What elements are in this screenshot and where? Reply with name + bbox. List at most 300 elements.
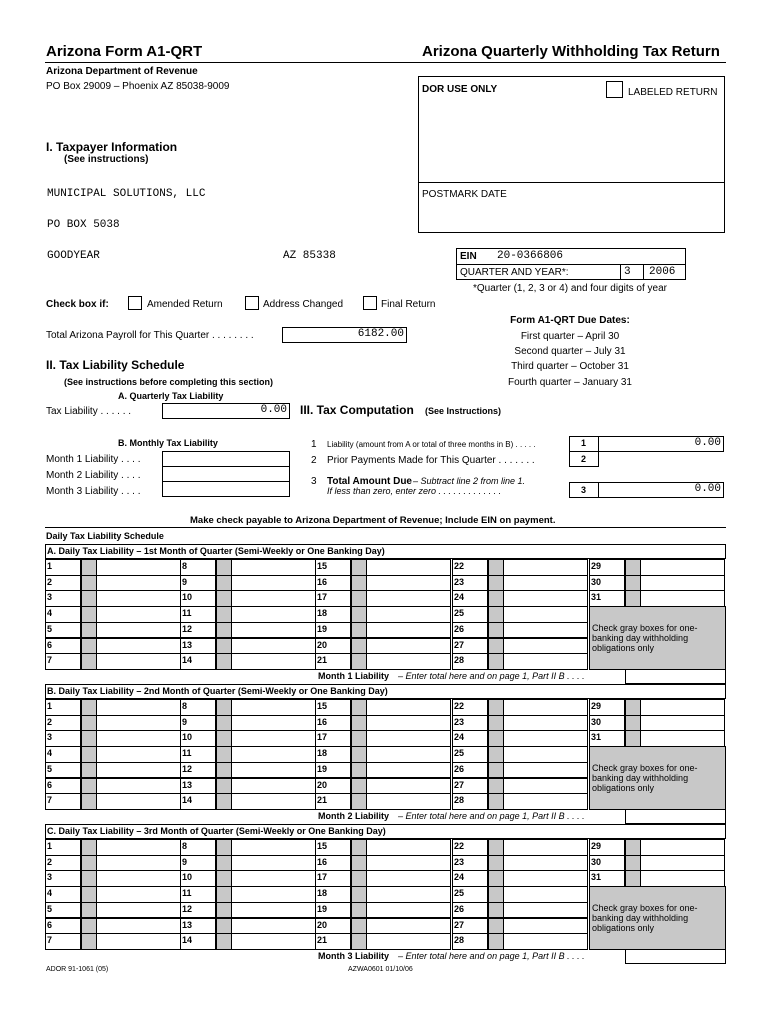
one-banking-day-gray-box[interactable] — [488, 886, 504, 903]
one-banking-day-gray-box[interactable] — [81, 918, 97, 935]
daily-day-number: 27 — [454, 919, 465, 930]
one-banking-day-gray-box[interactable] — [216, 653, 232, 670]
daily-day-number: 26 — [454, 623, 465, 634]
daily-liability-amount-field[interactable] — [96, 886, 181, 903]
one-banking-day-gray-box[interactable] — [488, 839, 504, 856]
daily-liability-amount-field[interactable] — [366, 638, 451, 655]
one-banking-day-gray-box[interactable] — [216, 715, 232, 732]
one-banking-day-gray-box[interactable] — [351, 638, 367, 655]
one-banking-day-gray-box[interactable] — [625, 590, 641, 607]
daily-day-number: 24 — [454, 872, 465, 883]
daily-liability-amount-field[interactable] — [366, 855, 451, 872]
daily-liability-amount-field[interactable] — [231, 638, 316, 655]
one-banking-day-gray-box[interactable] — [488, 793, 504, 810]
daily-liability-amount-field[interactable] — [366, 793, 451, 810]
daily-liability-amount-field[interactable] — [366, 730, 451, 747]
daily-day-number: 25 — [454, 608, 465, 619]
daily-liability-amount-field[interactable] — [96, 902, 181, 919]
line3-value: 0.00 — [694, 483, 721, 495]
daily-day-number: 16 — [317, 856, 328, 867]
daily-day-number: 15 — [317, 561, 328, 571]
daily-liability-amount-field[interactable] — [231, 762, 316, 779]
daily-liability-amount-field[interactable] — [503, 699, 588, 716]
daily-liability-amount-field[interactable] — [96, 855, 181, 872]
due-date-q1: First quarter – April 30 — [520, 331, 620, 342]
one-banking-day-gray-box[interactable] — [488, 622, 504, 639]
one-banking-day-gray-box[interactable] — [81, 575, 97, 592]
daily-day-number: 19 — [317, 763, 328, 774]
line3-box-number: 3 — [581, 485, 587, 495]
daily-liability-amount-field[interactable] — [231, 746, 316, 763]
final-return-label: Final Return — [381, 299, 436, 310]
one-banking-day-gray-box[interactable] — [216, 918, 232, 935]
daily-liability-amount-field[interactable] — [231, 870, 316, 887]
daily-liability-amount-field[interactable] — [231, 886, 316, 903]
return-title: Arizona Quarterly Withholding Tax Return — [422, 43, 720, 60]
daily-liability-amount-field[interactable] — [96, 622, 181, 639]
daily-day-number: 3 — [47, 872, 53, 883]
daily-schedule-title: Daily Tax Liability Schedule — [46, 531, 164, 541]
daily-liability-amount-field[interactable] — [96, 715, 181, 732]
one-banking-day-gray-box[interactable] — [351, 575, 367, 592]
month1-liability-label: Month 1 Liability . . . . — [46, 454, 141, 465]
one-banking-day-gray-box[interactable] — [488, 715, 504, 732]
month1-liability-field[interactable] — [162, 451, 290, 467]
daily-day-number: 29 — [591, 841, 602, 851]
daily-day-number: 7 — [47, 795, 53, 806]
ein-value[interactable]: 20-0366806 — [497, 250, 564, 262]
daily-liability-amount-field[interactable] — [503, 730, 588, 747]
address-changed-checkbox[interactable] — [245, 296, 259, 310]
one-banking-day-gray-box[interactable] — [488, 870, 504, 887]
tax-liability-value: 0.00 — [260, 404, 287, 416]
daily-liability-amount-field[interactable] — [640, 870, 725, 887]
daily-liability-amount-field[interactable] — [96, 778, 181, 795]
daily-liability-amount-field[interactable] — [503, 902, 588, 919]
daily-liability-amount-field[interactable] — [96, 699, 181, 716]
daily-day-number: 2 — [47, 716, 53, 727]
daily-day-number: 8 — [182, 701, 188, 711]
daily-day-number: 4 — [47, 608, 53, 619]
daily-liability-amount-field[interactable] — [231, 793, 316, 810]
month-total-label: Month 1 Liability — [318, 670, 389, 681]
labeled-return-checkbox[interactable] — [606, 81, 623, 98]
schedule-heading: II. Tax Liability Schedule — [46, 358, 185, 372]
one-banking-day-gray-box[interactable] — [81, 886, 97, 903]
daily-day-number: 28 — [454, 935, 465, 946]
daily-liability-amount-field[interactable] — [503, 715, 588, 732]
month-total-instruction: – Enter total here and on page 1, Part II B . . . . — [398, 670, 585, 681]
one-banking-day-gray-box[interactable] — [488, 638, 504, 655]
one-banking-day-gray-box[interactable] — [216, 870, 232, 887]
one-banking-day-gray-box[interactable] — [488, 918, 504, 935]
daily-liability-amount-field[interactable] — [503, 886, 588, 903]
gray-box-note: Check gray boxes for one-banking day withholding obligations only — [592, 623, 698, 654]
daily-liability-amount-field[interactable] — [231, 622, 316, 639]
one-banking-day-gray-box[interactable] — [216, 638, 232, 655]
one-banking-day-gray-box[interactable] — [351, 715, 367, 732]
daily-day-number: 22 — [454, 561, 465, 571]
one-banking-day-gray-box[interactable] — [81, 715, 97, 732]
one-banking-day-gray-box[interactable] — [216, 762, 232, 779]
one-banking-day-gray-box[interactable] — [351, 778, 367, 795]
one-banking-day-gray-box[interactable] — [81, 855, 97, 872]
one-banking-day-gray-box[interactable] — [488, 606, 504, 623]
daily-liability-amount-field[interactable] — [366, 559, 451, 576]
daily-liability-amount-field[interactable] — [231, 606, 316, 623]
daily-day-number: 10 — [182, 592, 193, 603]
one-banking-day-gray-box[interactable] — [488, 762, 504, 779]
one-banking-day-gray-box[interactable] — [216, 778, 232, 795]
daily-liability-amount-field[interactable] — [231, 730, 316, 747]
one-banking-day-gray-box[interactable] — [216, 886, 232, 903]
daily-day-number: 4 — [47, 748, 53, 759]
month-total-field[interactable] — [625, 669, 726, 684]
one-banking-day-gray-box[interactable] — [488, 855, 504, 872]
daily-liability-amount-field[interactable] — [96, 559, 181, 576]
daily-liability-amount-field[interactable] — [366, 933, 451, 950]
one-banking-day-gray-box[interactable] — [216, 559, 232, 576]
year-value[interactable]: 2006 — [649, 266, 676, 278]
daily-liability-amount-field[interactable] — [366, 839, 451, 856]
daily-liability-amount-field[interactable] — [366, 902, 451, 919]
daily-liability-amount-field[interactable] — [96, 730, 181, 747]
one-banking-day-gray-box[interactable] — [351, 606, 367, 623]
daily-liability-amount-field[interactable] — [96, 762, 181, 779]
month2-liability-field[interactable] — [162, 466, 290, 482]
one-banking-day-gray-box[interactable] — [216, 622, 232, 639]
one-banking-day-gray-box[interactable] — [488, 746, 504, 763]
month-total-instruction: – Enter total here and on page 1, Part II B . . . . — [398, 950, 585, 961]
one-banking-day-gray-box[interactable] — [81, 730, 97, 747]
daily-day-number: 11 — [182, 748, 192, 759]
daily-day-number: 22 — [454, 701, 465, 711]
daily-day-number: 29 — [591, 561, 602, 571]
daily-liability-amount-field[interactable] — [503, 918, 588, 935]
daily-liability-amount-field[interactable] — [231, 855, 316, 872]
daily-day-number: 13 — [182, 779, 193, 790]
daily-liability-amount-field[interactable] — [503, 793, 588, 810]
taxpayer-heading: I. Taxpayer Information — [46, 140, 178, 154]
daily-day-number: 22 — [454, 841, 465, 851]
month3-liability-field[interactable] — [162, 481, 290, 497]
payroll-value: 6182.00 — [357, 328, 404, 340]
daily-day-number: 23 — [454, 576, 465, 587]
one-banking-day-gray-box[interactable] — [216, 793, 232, 810]
one-banking-day-gray-box[interactable] — [488, 590, 504, 607]
footer-code: AZWA0601 01/10/06 — [348, 966, 413, 973]
one-banking-day-gray-box[interactable] — [625, 559, 641, 576]
daily-liability-amount-field[interactable] — [366, 606, 451, 623]
daily-day-number: 28 — [454, 795, 465, 806]
daily-liability-amount-field[interactable] — [231, 699, 316, 716]
daily-day-number: 11 — [182, 608, 192, 619]
one-banking-day-gray-box[interactable] — [216, 699, 232, 716]
one-banking-day-gray-box[interactable] — [216, 855, 232, 872]
daily-liability-amount-field[interactable] — [503, 653, 588, 670]
one-banking-day-gray-box[interactable] — [625, 730, 641, 747]
one-banking-day-gray-box[interactable] — [351, 653, 367, 670]
line3-zero-note: If less than zero, enter zero . . . . . . . . . . . . . — [327, 486, 502, 496]
one-banking-day-gray-box[interactable] — [81, 590, 97, 607]
one-banking-day-gray-box[interactable] — [351, 918, 367, 935]
daily-day-number: 3 — [47, 592, 53, 603]
address-changed-label: Address Changed — [263, 299, 344, 310]
daily-liability-amount-field[interactable] — [96, 590, 181, 607]
payment-rule — [45, 527, 726, 528]
one-banking-day-gray-box[interactable] — [351, 870, 367, 887]
line3-label: Total Amount Due — [327, 476, 412, 487]
one-banking-day-gray-box[interactable] — [216, 575, 232, 592]
one-banking-day-gray-box[interactable] — [216, 839, 232, 856]
daily-liability-amount-field[interactable] — [366, 918, 451, 935]
daily-liability-amount-field[interactable] — [96, 870, 181, 887]
daily-liability-amount-field[interactable] — [366, 746, 451, 763]
quarterly-liability-title: A. Quarterly Tax Liability — [118, 391, 224, 401]
daily-liability-amount-field[interactable] — [503, 933, 588, 950]
daily-liability-amount-field[interactable] — [231, 933, 316, 950]
quarter-value[interactable]: 3 — [624, 266, 631, 278]
daily-liability-amount-field[interactable] — [640, 839, 725, 856]
monthly-liability-title: B. Monthly Tax Liability — [118, 438, 218, 448]
daily-day-number: 3 — [47, 732, 53, 743]
one-banking-day-gray-box[interactable] — [351, 559, 367, 576]
daily-day-number: 6 — [47, 779, 53, 790]
daily-day-number: 31 — [591, 872, 602, 883]
one-banking-day-gray-box[interactable] — [351, 902, 367, 919]
one-banking-day-gray-box[interactable] — [351, 839, 367, 856]
daily-liability-amount-field[interactable] — [96, 839, 181, 856]
daily-day-number: 12 — [182, 763, 193, 774]
one-banking-day-gray-box[interactable] — [81, 606, 97, 623]
daily-liability-amount-field[interactable] — [640, 699, 725, 716]
one-banking-day-gray-box[interactable] — [625, 870, 641, 887]
daily-day-number: 9 — [182, 576, 188, 587]
one-banking-day-gray-box[interactable] — [351, 730, 367, 747]
month-total-label: Month 2 Liability — [318, 810, 389, 821]
ein-label: EIN — [460, 251, 477, 262]
payroll-label: Total Arizona Payroll for This Quarter . . . . . . . . — [46, 330, 254, 341]
daily-liability-amount-field[interactable] — [640, 575, 725, 592]
one-banking-day-gray-box[interactable] — [488, 559, 504, 576]
daily-day-number: 31 — [591, 592, 602, 603]
daily-day-number: 20 — [317, 779, 328, 790]
daily-liability-amount-field[interactable] — [96, 575, 181, 592]
daily-liability-amount-field[interactable] — [503, 778, 588, 795]
one-banking-day-gray-box[interactable] — [216, 746, 232, 763]
daily-liability-amount-field[interactable] — [366, 575, 451, 592]
dept-address: PO Box 29009 – Phoenix AZ 85038-9009 — [46, 81, 230, 92]
one-banking-day-gray-box[interactable] — [351, 933, 367, 950]
daily-liability-amount-field[interactable] — [640, 715, 725, 732]
daily-day-number: 31 — [591, 732, 602, 743]
one-banking-day-gray-box[interactable] — [81, 762, 97, 779]
due-date-q2: Second quarter – July 31 — [514, 346, 626, 357]
daily-liability-amount-field[interactable] — [366, 590, 451, 607]
daily-day-number: 1 — [47, 561, 53, 571]
one-banking-day-gray-box[interactable] — [625, 699, 641, 716]
one-banking-day-gray-box[interactable] — [81, 699, 97, 716]
daily-liability-amount-field[interactable] — [640, 730, 725, 747]
one-banking-day-gray-box[interactable] — [81, 653, 97, 670]
one-banking-day-gray-box[interactable] — [488, 933, 504, 950]
one-banking-day-gray-box[interactable] — [625, 715, 641, 732]
daily-day-number: 14 — [182, 655, 193, 666]
one-banking-day-gray-box[interactable] — [488, 730, 504, 747]
final-return-checkbox[interactable] — [363, 296, 377, 310]
daily-liability-amount-field[interactable] — [503, 870, 588, 887]
daily-day-number: 18 — [317, 888, 328, 899]
one-banking-day-gray-box[interactable] — [625, 839, 641, 856]
one-banking-day-gray-box[interactable] — [81, 559, 97, 576]
one-banking-day-gray-box[interactable] — [625, 855, 641, 872]
daily-liability-amount-field[interactable] — [96, 653, 181, 670]
daily-liability-amount-field[interactable] — [503, 559, 588, 576]
one-banking-day-gray-box[interactable] — [81, 746, 97, 763]
one-banking-day-gray-box[interactable] — [81, 638, 97, 655]
daily-liability-amount-field[interactable] — [503, 590, 588, 607]
line3-number: 3 — [311, 476, 317, 487]
one-banking-day-gray-box[interactable] — [351, 746, 367, 763]
one-banking-day-gray-box[interactable] — [81, 793, 97, 810]
one-banking-day-gray-box[interactable] — [81, 839, 97, 856]
line2-number: 2 — [311, 455, 317, 466]
daily-day-number: 24 — [454, 592, 465, 603]
month-total-field[interactable] — [625, 949, 726, 964]
daily-liability-amount-field[interactable] — [503, 606, 588, 623]
one-banking-day-gray-box[interactable] — [81, 902, 97, 919]
daily-liability-amount-field[interactable] — [503, 622, 588, 639]
one-banking-day-gray-box[interactable] — [625, 575, 641, 592]
daily-day-number: 20 — [317, 639, 328, 650]
one-banking-day-gray-box[interactable] — [216, 606, 232, 623]
daily-liability-amount-field[interactable] — [503, 638, 588, 655]
one-banking-day-gray-box[interactable] — [351, 793, 367, 810]
one-banking-day-gray-box[interactable] — [81, 622, 97, 639]
one-banking-day-gray-box[interactable] — [351, 590, 367, 607]
daily-liability-amount-field[interactable] — [503, 839, 588, 856]
amended-return-checkbox[interactable] — [128, 296, 142, 310]
daily-liability-amount-field[interactable] — [231, 559, 316, 576]
daily-day-number: 13 — [182, 639, 193, 650]
daily-liability-amount-field[interactable] — [231, 778, 316, 795]
daily-day-number: 25 — [454, 888, 465, 899]
daily-day-number: 8 — [182, 841, 188, 851]
daily-liability-amount-field[interactable] — [231, 918, 316, 935]
one-banking-day-gray-box[interactable] — [81, 778, 97, 795]
daily-liability-amount-field[interactable] — [96, 918, 181, 935]
daily-liability-amount-field[interactable] — [231, 653, 316, 670]
daily-liability-amount-field[interactable] — [231, 575, 316, 592]
one-banking-day-gray-box[interactable] — [351, 762, 367, 779]
daily-day-number: 24 — [454, 732, 465, 743]
one-banking-day-gray-box[interactable] — [216, 902, 232, 919]
daily-liability-amount-field[interactable] — [640, 855, 725, 872]
daily-liability-amount-field[interactable] — [366, 762, 451, 779]
daily-day-number: 17 — [317, 732, 328, 743]
daily-day-number: 5 — [47, 903, 53, 914]
daily-day-number: 7 — [47, 935, 53, 946]
daily-liability-amount-field[interactable] — [96, 606, 181, 623]
one-banking-day-gray-box[interactable] — [488, 653, 504, 670]
one-banking-day-gray-box[interactable] — [488, 778, 504, 795]
line1-number: 1 — [311, 439, 317, 450]
one-banking-day-gray-box[interactable] — [81, 933, 97, 950]
one-banking-day-gray-box[interactable] — [351, 699, 367, 716]
gray-box-note: Check gray boxes for one-banking day withholding obligations only — [592, 763, 698, 794]
daily-liability-amount-field[interactable] — [231, 902, 316, 919]
daily-day-number: 2 — [47, 576, 53, 587]
daily-day-number: 30 — [591, 856, 602, 867]
one-banking-day-gray-box[interactable] — [488, 699, 504, 716]
line2-box-number: 2 — [581, 454, 587, 464]
one-banking-day-gray-box[interactable] — [351, 886, 367, 903]
daily-day-number: 16 — [317, 716, 328, 727]
month-total-field[interactable] — [625, 809, 726, 824]
one-banking-day-gray-box[interactable] — [488, 902, 504, 919]
daily-liability-amount-field[interactable] — [96, 933, 181, 950]
daily-day-number: 10 — [182, 732, 193, 743]
computation-instructions: (See Instructions) — [425, 406, 502, 416]
daily-liability-amount-field[interactable] — [640, 559, 725, 576]
line1-value: 0.00 — [694, 437, 721, 449]
daily-liability-amount-field[interactable] — [366, 778, 451, 795]
due-date-q4: Fourth quarter – January 31 — [508, 377, 632, 388]
one-banking-day-gray-box[interactable] — [81, 870, 97, 887]
header-rule — [45, 62, 726, 63]
daily-liability-amount-field[interactable] — [503, 575, 588, 592]
daily-day-number: 1 — [47, 841, 53, 851]
daily-liability-amount-field[interactable] — [366, 699, 451, 716]
daily-liability-amount-field[interactable] — [96, 793, 181, 810]
daily-liability-amount-field[interactable] — [503, 762, 588, 779]
labeled-return-label: LABELED RETURN — [628, 87, 718, 98]
one-banking-day-gray-box[interactable] — [351, 622, 367, 639]
daily-liability-amount-field[interactable] — [366, 715, 451, 732]
daily-day-number: 23 — [454, 856, 465, 867]
daily-liability-amount-field[interactable] — [231, 590, 316, 607]
daily-liability-amount-field[interactable] — [231, 839, 316, 856]
daily-day-number: 21 — [317, 795, 328, 806]
daily-day-number: 29 — [591, 701, 602, 711]
daily-liability-amount-field[interactable] — [366, 622, 451, 639]
daily-liability-amount-field[interactable] — [503, 855, 588, 872]
daily-liability-amount-field[interactable] — [96, 746, 181, 763]
daily-section-b-title: B. Daily Tax Liability – 2nd Month of Quarter (Semi-Weekly or One Banking Day) — [47, 686, 388, 696]
daily-section-a-title: A. Daily Tax Liability – 1st Month of Quarter (Semi-Weekly or One Banking Day) — [47, 546, 385, 556]
daily-liability-amount-field[interactable] — [231, 715, 316, 732]
daily-day-number: 30 — [591, 576, 602, 587]
one-banking-day-gray-box[interactable] — [216, 730, 232, 747]
one-banking-day-gray-box[interactable] — [216, 933, 232, 950]
daily-liability-amount-field[interactable] — [96, 638, 181, 655]
daily-day-number: 15 — [317, 841, 328, 851]
taxpayer-address: PO BOX 5038 — [47, 219, 120, 231]
daily-day-number: 7 — [47, 655, 53, 666]
daily-day-number: 14 — [182, 935, 193, 946]
daily-liability-amount-field[interactable] — [366, 653, 451, 670]
daily-liability-amount-field[interactable] — [366, 870, 451, 887]
daily-liability-amount-field[interactable] — [640, 590, 725, 607]
one-banking-day-gray-box[interactable] — [216, 590, 232, 607]
daily-liability-amount-field[interactable] — [366, 886, 451, 903]
one-banking-day-gray-box[interactable] — [488, 575, 504, 592]
gray-box-note: Check gray boxes for one-banking day withholding obligations only — [592, 903, 698, 934]
daily-liability-amount-field[interactable] — [503, 746, 588, 763]
daily-day-number: 6 — [47, 639, 53, 650]
one-banking-day-gray-box[interactable] — [351, 855, 367, 872]
computation-heading: III. Tax Computation — [300, 403, 414, 417]
